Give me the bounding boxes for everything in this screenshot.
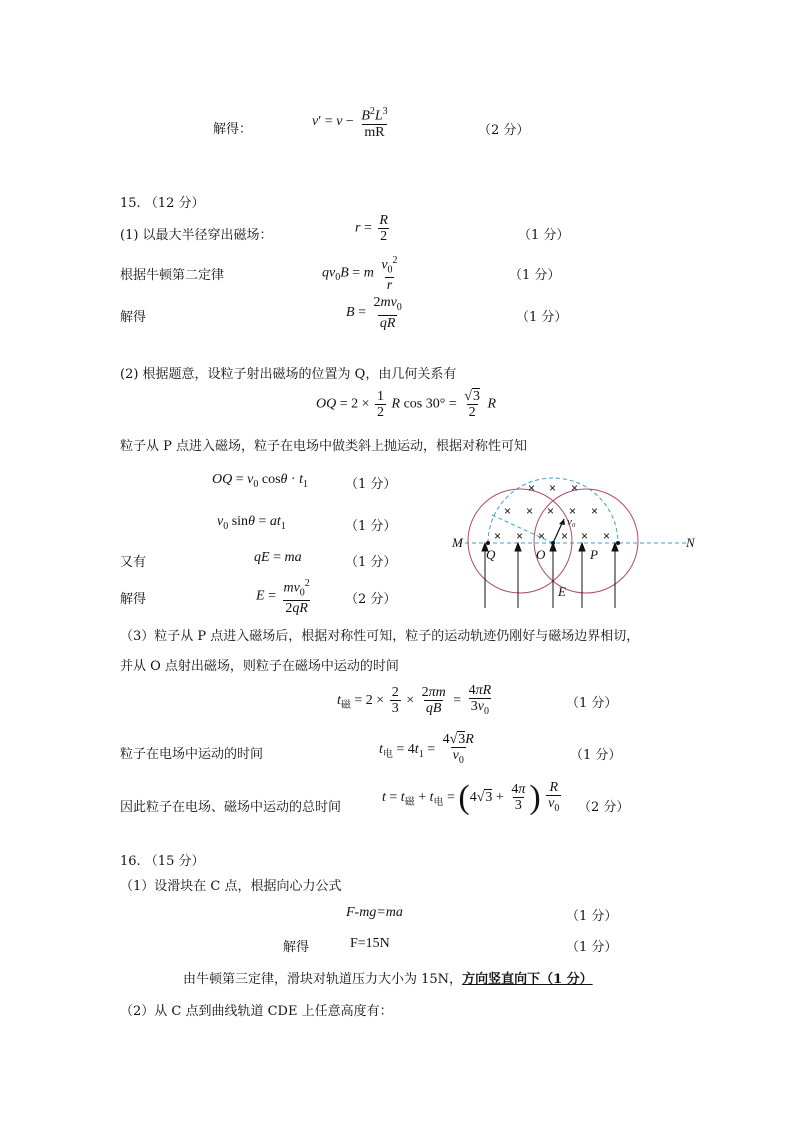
q16-line3-emphasis: 方向竖直向下（1 分） <box>462 972 593 987</box>
q15-p1-score: （1 分） <box>518 228 570 243</box>
q15-p2-score: （1 分） <box>509 268 561 283</box>
formula-t-mag: $t_磁 = 2$ × $\frac{2}{3}$ × $\frac{2\pi m}{qB}$ = $\frac{4\pi R}{3v_0}$ <box>337 683 492 717</box>
formula-qE: qE = ma <box>254 550 302 565</box>
label-E: E <box>558 584 566 599</box>
top-score: （2 分） <box>478 123 530 138</box>
q15-s3-label: 又有 <box>120 555 147 570</box>
label-v0: v₀ <box>567 516 576 528</box>
q15-part2-line2: 粒子从 P 点进入磁场，粒子在电场中做类斜上抛运动，根据对称性可知 <box>120 439 528 454</box>
formula-OQ-v0: OQ = $v_0$ $\cos\theta \cdot t_1$ <box>212 472 308 490</box>
q15-s1-score: （1 分） <box>345 477 397 492</box>
q15-part3-line1: （3）粒子从 P 点进入磁场后，根据对称性可知，粒子的运动轨迹仍刚好与磁场边界相切， <box>120 629 640 644</box>
q15-t-mag-score: （1 分） <box>566 696 618 711</box>
formula-v0-sin: $v_0$ $\sin\theta = at_1$ <box>217 514 286 532</box>
q15-t-elec-score: （1 分） <box>570 748 622 763</box>
q15-p1-label: (1) 以最大半径穿出磁场： <box>120 228 273 243</box>
cross-mark: × <box>547 504 555 518</box>
cross-mark: × <box>516 529 524 543</box>
q16-eq2: F=15N <box>350 936 390 951</box>
label-P: P <box>590 547 598 562</box>
formula-newton: $qv_0B = m$ $\frac{v_0^2}{r}$ <box>322 255 398 294</box>
q16-eq1-score: （1 分） <box>566 909 618 924</box>
cross-mark: × <box>538 529 546 543</box>
q16-line3 <box>183 968 593 987</box>
label-N: N <box>686 535 695 550</box>
cross-mark: × <box>581 529 589 543</box>
cross-mark: × <box>591 504 599 518</box>
q16-header: 16. （15 分） <box>120 854 205 869</box>
q15-t-total-score: （2 分） <box>578 800 630 815</box>
cross-mark: × <box>571 481 579 495</box>
cross-mark: × <box>561 529 569 543</box>
q15-p3-score: （1 分） <box>516 310 568 325</box>
q15-part2-intro: (2) 根据题意，设粒子射出磁场的位置为 Q，由几何关系有 <box>120 367 457 382</box>
cross-mark: × <box>494 529 502 543</box>
cross-mark: × <box>504 504 512 518</box>
cross-mark: × <box>526 504 534 518</box>
q15-s4-label: 解得 <box>120 592 147 607</box>
top-solve-label: 解得： <box>213 122 253 137</box>
q15-t-total-label: 因此粒子在电场、磁场中运动的总时间 <box>120 800 342 815</box>
label-O: O <box>536 547 546 562</box>
formula-B: B = $\frac{2mv_0}{qR}$ <box>346 295 402 331</box>
cross-mark: × <box>528 481 536 495</box>
point-Q <box>486 541 490 545</box>
q16-part1-intro: （1）设滑块在 C 点，根据向心力公式 <box>120 879 342 894</box>
label-Q: Q <box>486 547 496 562</box>
q16-eq2-label: 解得 <box>283 940 310 955</box>
formula-t-total: $t = t_磁 + t_电 = (4√3$ + $\frac{4\pi}{3}$ ) $\frac{R}{v_0}$ <box>382 778 560 816</box>
formula-r: r = $\frac{R}{2}$ <box>355 213 388 244</box>
q16-line3-text: 由牛顿第三定律，滑块对轨道压力大小为 15N， <box>183 972 463 987</box>
v0-arrowhead <box>559 519 565 525</box>
formula-t-elec: $t_电 = 4t_1$ = $\frac{4√3R}{v_0}$ <box>379 732 474 766</box>
q15-s3-score: （1 分） <box>345 555 397 570</box>
cross-mark: × <box>603 529 611 543</box>
magnetic-field-diagram <box>440 455 710 615</box>
q16-eq1: F-mg=ma <box>346 905 403 920</box>
q15-part3-line2: 并从 O 点射出磁场，则粒子在磁场中运动的时间 <box>120 659 399 674</box>
cross-mark: × <box>569 504 577 518</box>
cross-mark: × <box>549 481 557 495</box>
formula-E: E = $\frac{mv_0^2}{2qR}$ <box>256 578 310 617</box>
q15-p3-label: 解得 <box>120 310 147 325</box>
q16-eq2-score: （1 分） <box>566 940 618 955</box>
q15-s4-score: （2 分） <box>345 592 397 607</box>
point-P <box>616 541 620 545</box>
q15-s2-score: （1 分） <box>345 519 397 534</box>
q16-part2-intro: （2）从 C 点到曲线轨道 CDE 上任意高度有： <box>120 1004 393 1019</box>
q15-header: 15. （12 分） <box>120 196 205 211</box>
label-M: M <box>452 535 463 550</box>
field-crosses <box>494 481 610 543</box>
formula-v-prime: v′ = v − $\frac{B^2L^3}{mR}$ <box>312 106 388 140</box>
q15-t-elec-label: 粒子在电场中运动的时间 <box>120 747 264 762</box>
formula-OQ-geometry: OQ = 2 × $\frac{1}{2}$ R cos 30° = $\frac{√3}{2}$ R <box>316 389 496 420</box>
q15-p2-label: 根据牛顿第二定律 <box>120 268 225 283</box>
